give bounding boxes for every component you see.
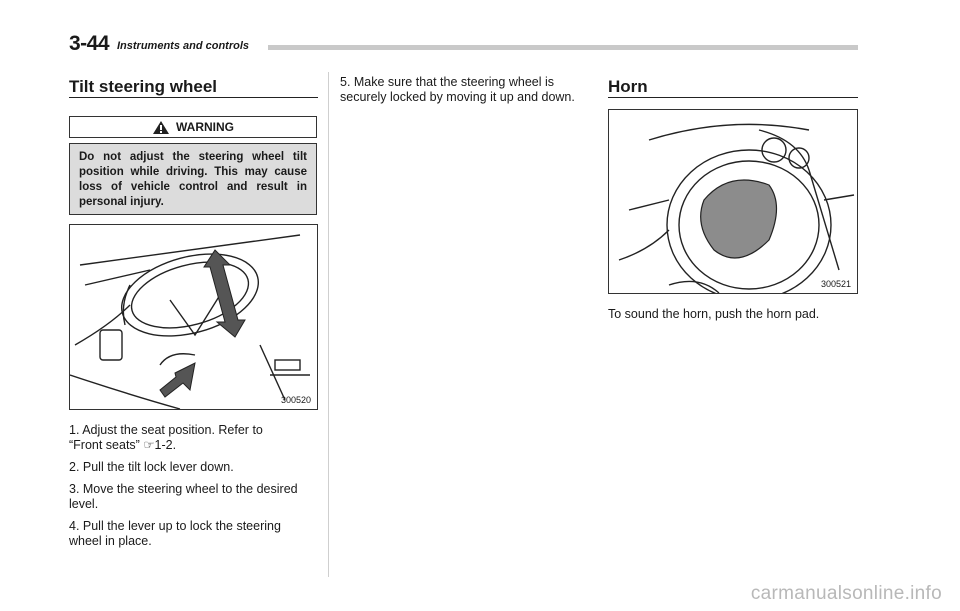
section-title: Instruments and controls (117, 40, 250, 52)
tilt-heading: Tilt steering wheel (69, 77, 218, 96)
warning-body (69, 143, 317, 215)
header-rule (268, 45, 858, 50)
step-5-line-2: securely locked by moving it up and down. (340, 90, 575, 104)
step-1-line-2: “Front seats” ☞1-2. (69, 438, 177, 452)
tilt-steering-figure (69, 224, 318, 410)
warning-triangle-icon (152, 120, 170, 135)
horn-text: To sound the horn, push the horn pad. (608, 307, 820, 321)
step-4-line-2: wheel in place. (69, 534, 152, 548)
step-5-line-1: 5. Make sure that the steering wheel is (340, 75, 555, 89)
steps-list-col2 (340, 75, 590, 105)
page-number: 3-44 (69, 32, 110, 55)
steps-list-col1 (69, 423, 318, 549)
column-divider (328, 72, 329, 577)
figure-code: 300520 (280, 395, 311, 405)
tilt-heading-rule (69, 97, 318, 98)
step-3-line-1: 3. Move the steering wheel to the desired (69, 482, 298, 496)
step-2: 2. Pull the tilt lock lever down. (69, 460, 234, 474)
warning-title: WARNING (176, 120, 234, 134)
warning-text: Do not adjust the steering wheel tilt position while driving. This may cause loss of vehicle control and result in personal injury. (79, 151, 307, 208)
watermark: carmanualsonline.info (750, 583, 942, 604)
horn-heading: Horn (608, 77, 648, 96)
step-1-line-1: 1. Adjust the seat position. Refer to (69, 423, 263, 437)
figure-code: 300521 (820, 279, 851, 289)
step-4-line-1: 4. Pull the lever up to lock the steering (69, 519, 281, 533)
horn-figure (608, 109, 858, 294)
warning-header (69, 116, 317, 138)
horn-heading-rule (608, 97, 858, 98)
tilt-steering-illustration (70, 225, 317, 409)
step-3-line-2: level. (69, 497, 99, 511)
horn-illustration (609, 110, 857, 293)
